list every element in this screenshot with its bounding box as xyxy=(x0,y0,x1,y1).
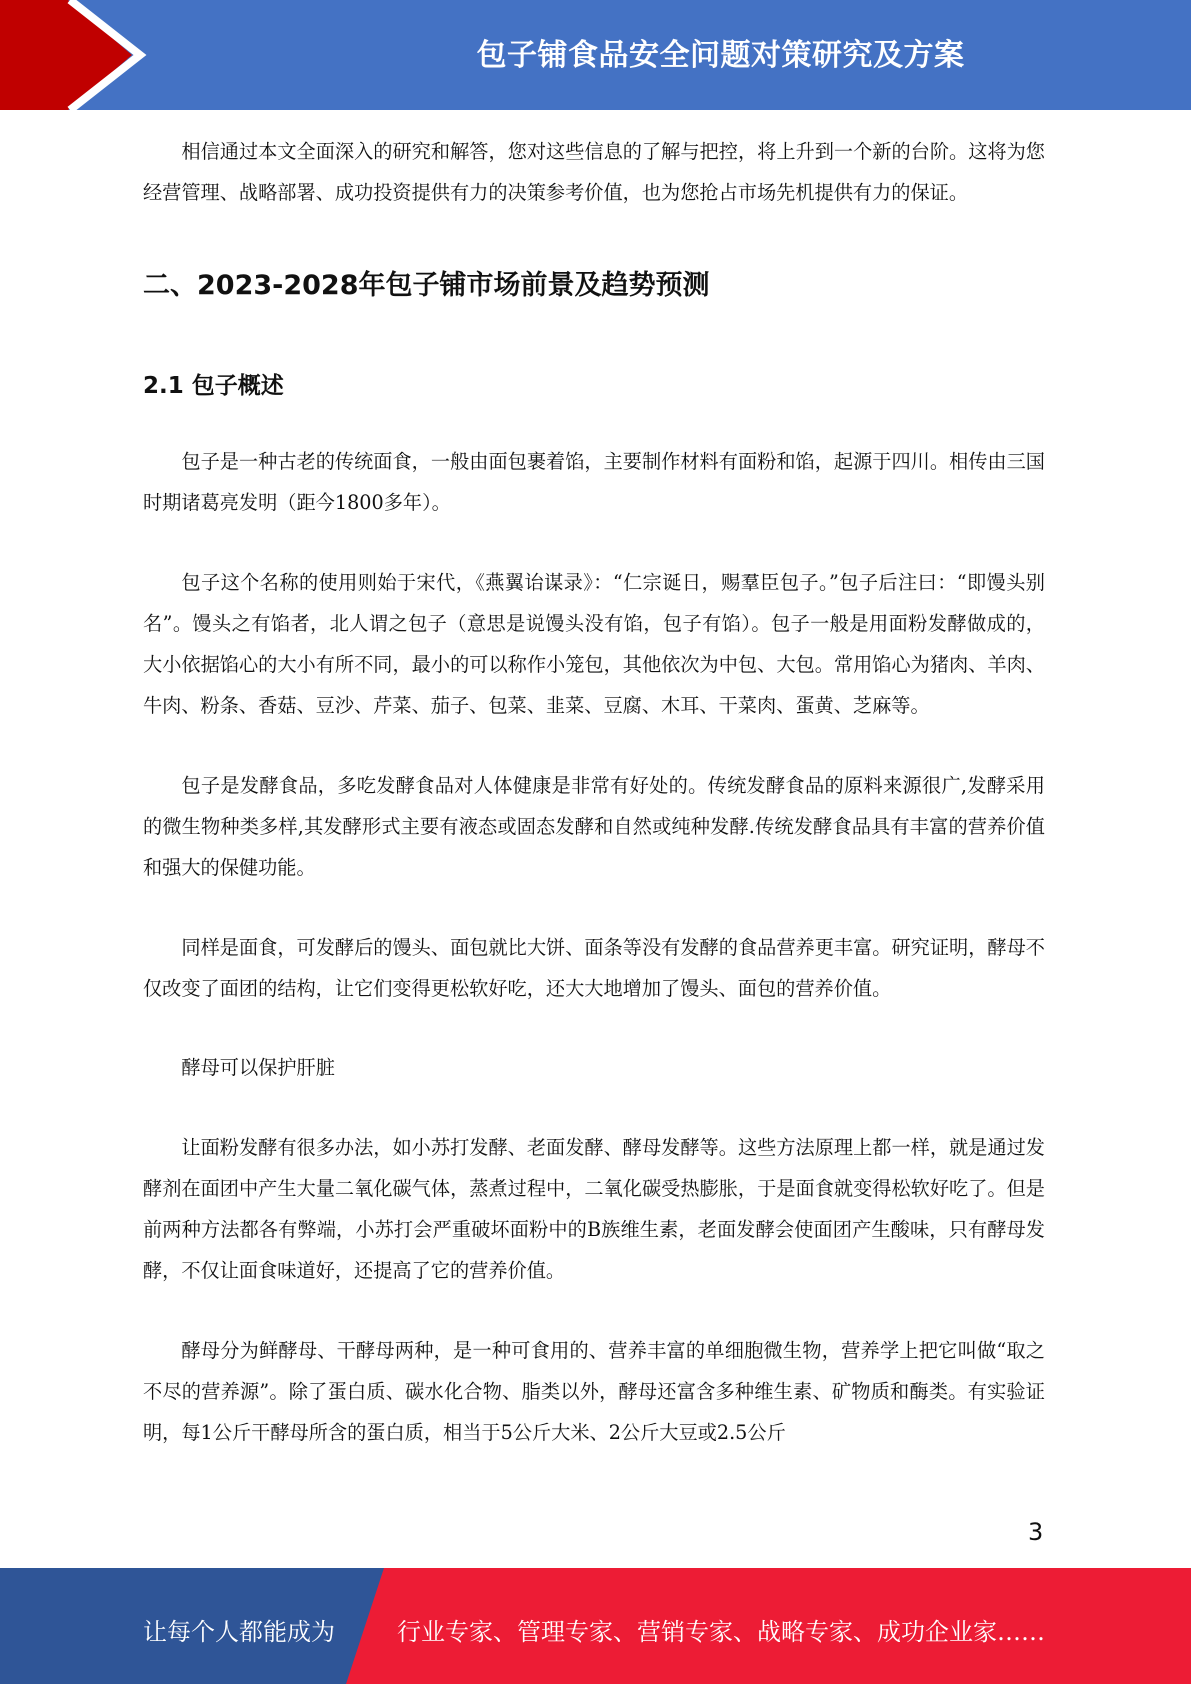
header-arrow-decoration xyxy=(0,0,160,110)
document-body xyxy=(143,131,1045,1453)
intro-paragraph: 相信通过本文全面深入的研究和解答，您对这些信息的了解与把控，将上升到一个新的台阶。这将为您经营管理、战略部署、成功投资提供有力的决策参考价值，也为您抢占市场先机提供有力的保证。 xyxy=(143,140,1045,204)
page-number: 3 xyxy=(1028,1518,1044,1546)
body-paragraph: 酵母分为鲜酵母、干酵母两种，是一种可食用的、营养丰富的单细胞微生物，营养学上把它叫做“取之不尽的营养源”。除了蛋白质、碳水化合物、脂类以外，酵母还富含多种维生素、矿物质和酶类。有实验证明，每1公斤干酵母所含的蛋白质，相当于5公斤大米、2公斤大豆或2.5公斤 xyxy=(143,1339,1045,1444)
footer-slogan-left: 让每个人都能成为 xyxy=(143,1618,335,1646)
body-paragraph: 让面粉发酵有很多办法，如小苏打发酵、老面发酵、酵母发酵等。这些方法原理上都一样，就是通过发酵剂在面团中产生大量二氧化碳气体，蒸煮过程中，二氧化碳受热膨胀，于是面食就变得松软好吃了。但是前两种方法都各有弊端，小苏打会严重破坏面粉中的B族维生素，老面发酵会使面团产生酸味，只有酵母发酵，不仅让面食味道好，还提高了它的营养价值。 xyxy=(143,1136,1045,1282)
body-paragraph: 包子这个名称的使用则始于宋代，《燕翼诒谋录》：“仁宗诞日，赐羣臣包子。”包子后注曰：“即馒头别名”。馒头之有馅者，北人谓之包子（意思是说馒头没有馅，包子有馅）。包子一般是用面粉发酵做成的，大小依据馅心的大小有所不同，最小的可以称作小笼包，其他依次为中包、大包。常用馅心为猪肉、羊肉、牛肉、粉条、香菇、豆沙、芹菜、茄子、包菜、韭菜、豆腐、木耳、干菜肉、蛋黄、芝麻等。 xyxy=(143,571,1045,717)
body-paragraph: 同样是面食，可发酵后的馒头、面包就比大饼、面条等没有发酵的食品营养更丰富。研究证明，酵母不仅改变了面团的结构，让它们变得更松软好吃，还大大地增加了馒头、面包的营养价值。 xyxy=(143,936,1045,1000)
subsection-heading: 2.1 包子概述 xyxy=(143,373,284,399)
body-paragraph: 包子是一种古老的传统面食，一般由面包裹着馅，主要制作材料有面粉和馅，起源于四川。相传由三国时期诸葛亮发明（距今1800多年）。 xyxy=(143,450,1045,514)
page-footer xyxy=(0,1568,1191,1684)
document-title: 包子铺食品安全问题对策研究及方案 xyxy=(476,38,965,73)
footer-slogan-right: 行业专家、管理专家、营销专家、战略专家、成功企业家…… xyxy=(397,1618,1045,1646)
section-heading: 二、2023-2028年包子铺市场前景及趋势预测 xyxy=(143,270,710,301)
body-paragraph: 酵母可以保护肝脏 xyxy=(181,1056,335,1079)
page-header xyxy=(0,0,1191,110)
body-paragraph: 包子是发酵食品，多吃发酵食品对人体健康是非常有好处的。传统发酵食品的原料来源很广,发酵采用的微生物种类多样,其发酵形式主要有液态或固态发酵和自然或纯种发酵.传统发酵食品具有丰富的营养价值和强大的保健功能。 xyxy=(143,774,1045,879)
